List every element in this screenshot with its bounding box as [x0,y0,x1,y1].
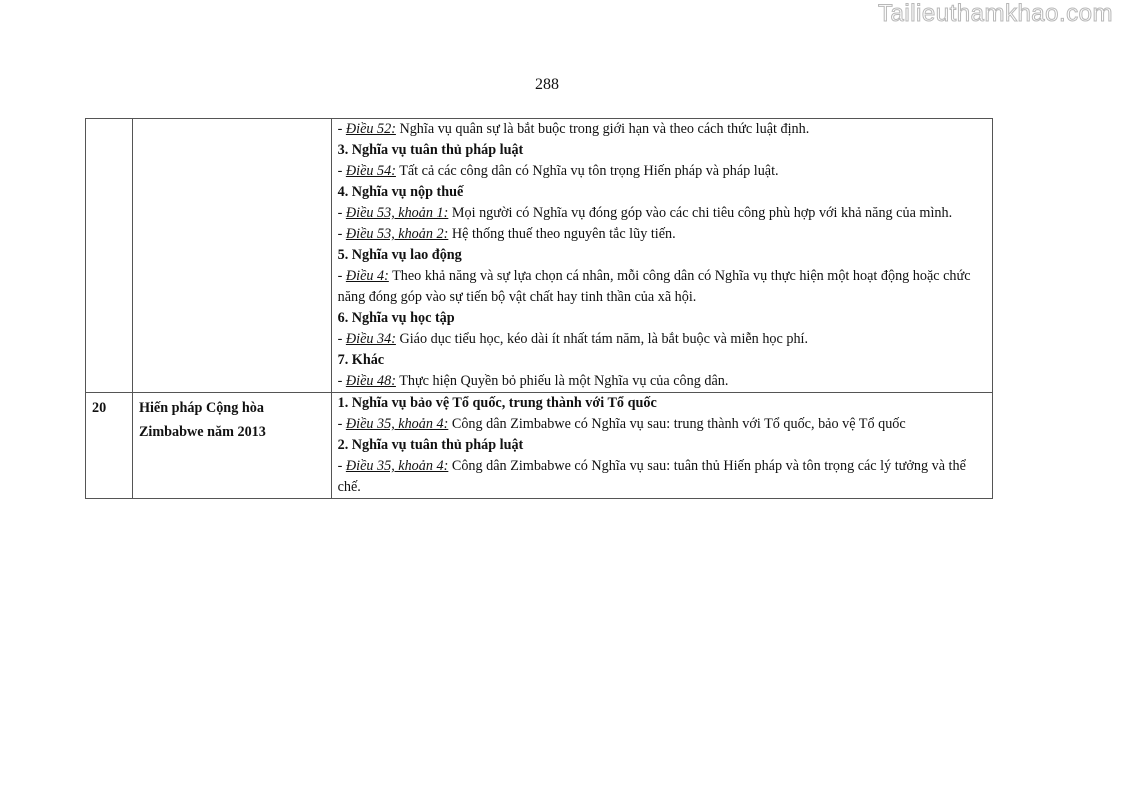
article-text: Hệ thống thuế theo nguyên tắc lũy tiến. [448,226,676,242]
list-item: - Điều 48: Thực hiện Quyền bỏ phiếu là một Nghĩa vụ của công dân. [337,373,729,389]
duty-heading: 5. Nghĩa vụ lao động [337,247,462,263]
article-text: Thực hiện Quyền bỏ phiếu là một Nghĩa vụ của công dân. [395,373,729,389]
list-item: - Điều 53, khoản 2: Hệ thống thuế theo nguyên tắc lũy tiến. [337,226,676,242]
duty-heading: 6. Nghĩa vụ học tập [337,310,455,326]
article-text: Nghĩa vụ quân sự là bắt buộc trong giới hạn và theo cách thức luật định. [395,121,810,137]
article-reference: Điều 53, khoản 2: [345,226,449,242]
article-reference: Điều 4: [345,268,389,284]
duties-content-cell [331,119,992,393]
duty-heading: 3. Nghĩa vụ tuân thủ pháp luật [337,142,524,158]
article-reference: Điều 53, khoản 1: [345,205,449,221]
list-item: - Điều 52: Nghĩa vụ quân sự là bắt buộc trong giới hạn và theo cách thức luật định. [337,121,810,137]
list-item: - Điều 54: Tất cả các công dân có Nghĩa vụ tôn trọng Hiến pháp và pháp luật. [337,163,779,179]
duty-heading: 1. Nghĩa vụ bảo vệ Tổ quốc, trung thành với Tổ quốc [337,395,657,411]
watermark: Tailieuthamkhao.com [878,0,1113,27]
list-item: - Điều 35, khoản 4: Công dân Zimbabwe có Nghĩa vụ sau: trung thành với Tổ quốc, bảo vệ Tổ quốc [337,416,906,432]
article-reference: Điều 52: [345,121,396,137]
duty-heading: 2. Nghĩa vụ tuân thủ pháp luật [337,437,524,453]
article-reference: Điều 35, khoản 4: [345,416,449,432]
article-text: Mọi người có Nghĩa vụ đóng góp vào các chi tiêu công phù hợp với khả năng của mình. [448,205,953,221]
article-text: Giáo dục tiểu học, kéo dài ít nhất tám năm, là bắt buộc và miễn học phí. [395,331,809,347]
list-item: - Điều 53, khoản 1: Mọi người có Nghĩa vụ đóng góp vào các chi tiêu công phù hợp với khả năng của mình. [337,205,953,221]
row-number-cell [86,119,133,393]
duty-heading: 4. Nghĩa vụ nộp thuế [337,184,464,200]
duty-heading: 7. Khác [337,352,385,368]
constitution-name-cell [132,119,331,393]
article-text: Công dân Zimbabwe có Nghĩa vụ sau: trung thành với Tổ quốc, bảo vệ Tổ quốc [448,416,906,432]
article-reference: Điều 48: [345,373,396,389]
list-item: - Điều 35, khoản 4: Công dân Zimbabwe có Nghĩa vụ sau: tuân thủ Hiến pháp và tôn trọng các lý tưởng và thể chế. [337,458,966,495]
article-reference: Điều 34: [345,331,396,347]
article-text: Công dân Zimbabwe có Nghĩa vụ sau: tuân thủ Hiến pháp và tôn trọng các lý tưởng và thể chế. [337,458,966,495]
row-number-cell: 20 [86,393,133,499]
table-row [86,393,993,499]
article-reference: Điều 35, khoản 4: [345,458,449,474]
article-reference: Điều 54: [345,163,396,179]
article-text: Theo khả năng và sự lựa chọn cá nhân, mỗi công dân có Nghĩa vụ thực hiện một hoạt động hoặc chức năng đóng góp vào sự tiến bộ vật chất hay tinh thần của xã hội. [337,268,971,305]
table-row [86,119,993,393]
duties-content-cell [331,393,992,499]
page-number: 288 [535,76,559,93]
list-item: - Điều 4: Theo khả năng và sự lựa chọn cá nhân, mỗi công dân có Nghĩa vụ thực hiện một hoạt động hoặc chức năng đóng góp vào sự tiến bộ vật chất hay tinh thần của xã hội. [337,268,971,305]
constitution-duties-table [85,118,993,499]
constitution-name-cell: Hiến pháp Cộng hòa Zimbabwe năm 2013 [132,393,331,499]
list-item: - Điều 34: Giáo dục tiểu học, kéo dài ít nhất tám năm, là bắt buộc và miễn học phí. [337,331,809,347]
article-text: Tất cả các công dân có Nghĩa vụ tôn trọng Hiến pháp và pháp luật. [395,163,779,179]
